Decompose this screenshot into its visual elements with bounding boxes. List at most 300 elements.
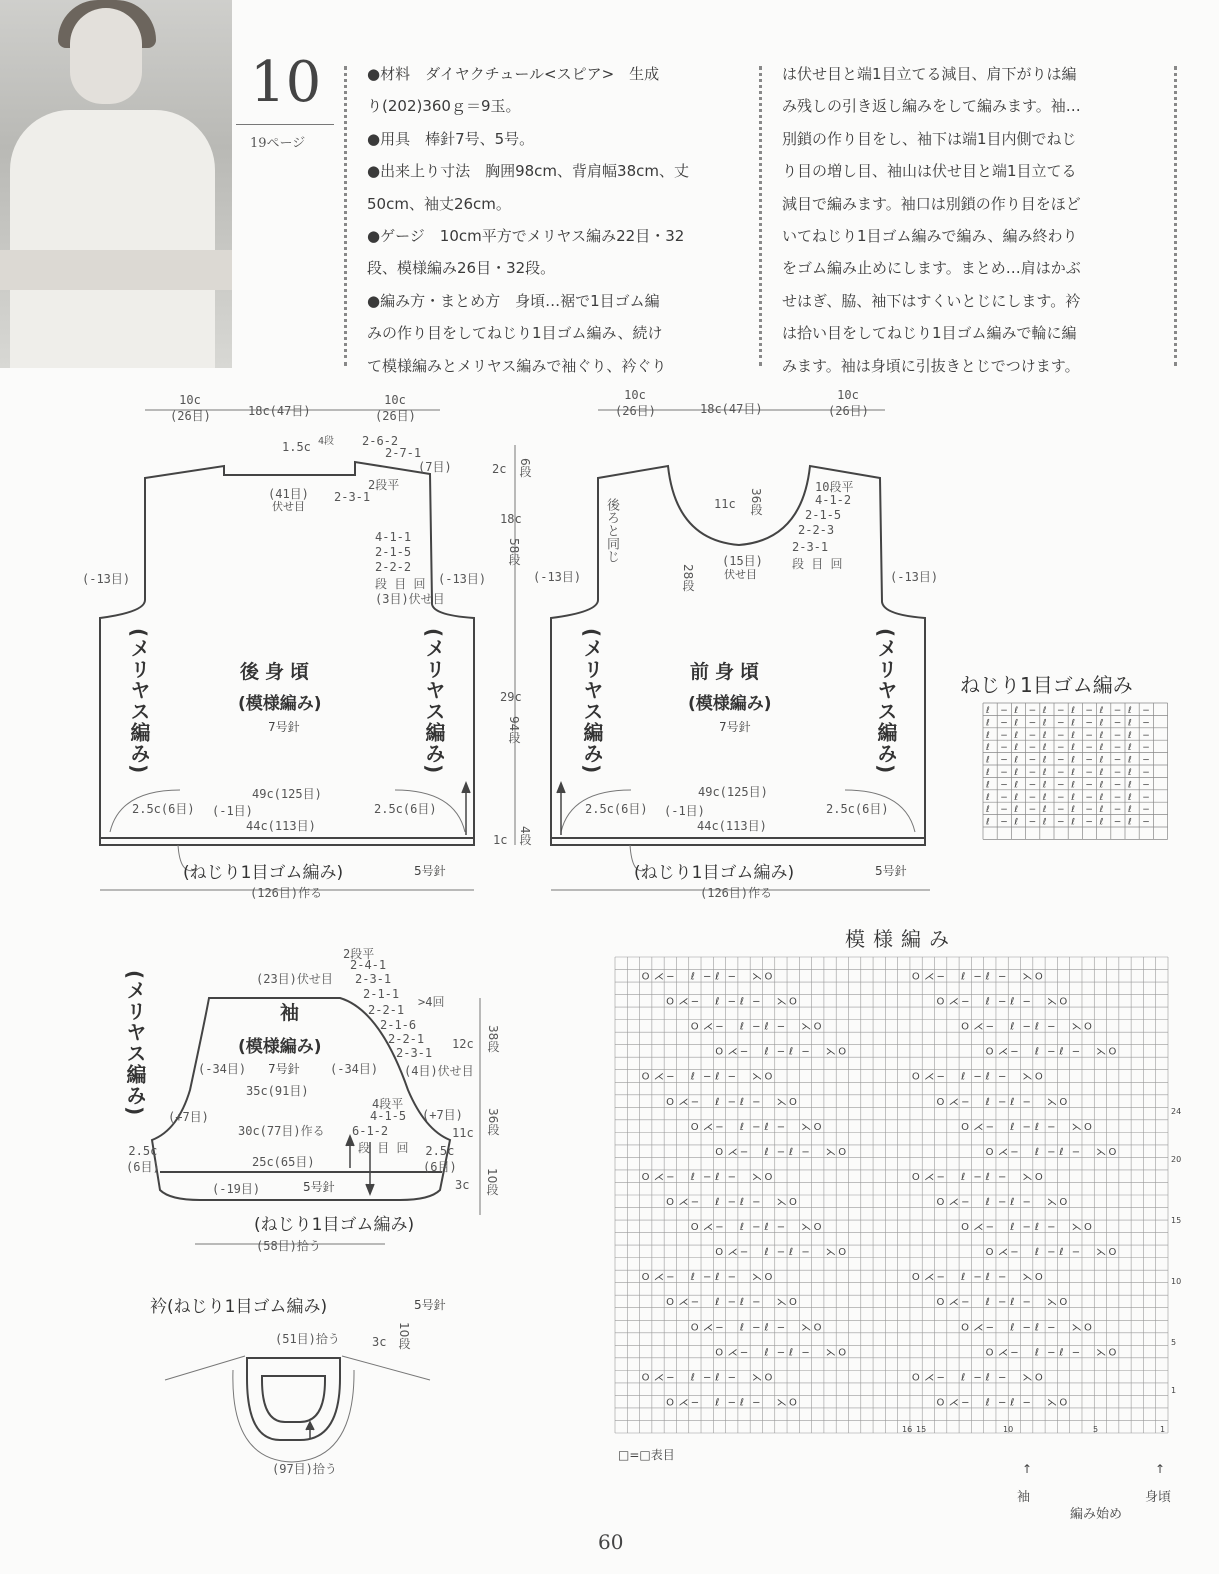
pattern-chart-symbol: O bbox=[985, 1046, 994, 1058]
pattern-chart-symbol: ℓ bbox=[715, 971, 720, 983]
back-bottom-44: 44c(113目) bbox=[246, 819, 316, 833]
sleeve-side-label: (メリヤス編み) bbox=[123, 970, 147, 1117]
pattern-chart-symbol: ℓ bbox=[690, 1372, 695, 1384]
pattern-chart-symbol: ⋋ bbox=[1071, 1021, 1082, 1033]
rib-chart-symbol: − bbox=[1142, 718, 1150, 729]
pattern-chart-symbol: ℓ bbox=[739, 1121, 745, 1133]
rib-chart-symbol: ℓ bbox=[1128, 718, 1132, 729]
rib-chart-symbol: ℓ bbox=[1042, 768, 1047, 778]
pattern-chart-symbol: O bbox=[1108, 1146, 1117, 1158]
pattern-chart-symbol: ℓ bbox=[789, 1146, 794, 1158]
rib-chart-symbol: ℓ bbox=[986, 805, 990, 816]
pattern-chart-symbol: ⋋ bbox=[1096, 1146, 1107, 1158]
rib-chart-symbol: ℓ bbox=[1042, 805, 1047, 816]
pattern-chart-symbol: − bbox=[666, 1372, 675, 1384]
pattern-chart-symbol: − bbox=[739, 1046, 749, 1058]
pattern-chart-symbol: − bbox=[666, 1171, 675, 1183]
pattern-chart-symbol: ℓ bbox=[739, 1096, 745, 1108]
pattern-chart-symbol: − bbox=[936, 1272, 945, 1284]
rib-chart-symbol: − bbox=[1057, 755, 1065, 766]
sleeve-arrow-up bbox=[346, 1136, 354, 1168]
pattern-chart-symbol: ⋋ bbox=[1096, 1347, 1107, 1359]
row-num-20: 20 bbox=[1171, 1155, 1182, 1164]
rib-chart-symbol: − bbox=[1028, 780, 1037, 791]
back-top-left-dim: 10c (26目) bbox=[170, 393, 211, 423]
pattern-chart-symbol: ⋋ bbox=[752, 1372, 763, 1384]
pattern-chart-symbol: ℓ bbox=[739, 996, 745, 1008]
pattern-chart-symbol: − bbox=[1047, 1146, 1056, 1158]
pattern-chart-symbol: − bbox=[1010, 1046, 1019, 1058]
rib-chart-symbol: ℓ bbox=[1099, 805, 1104, 816]
rib-chart-symbol: ℓ bbox=[1099, 706, 1104, 716]
rib-chart-symbol: ℓ bbox=[1071, 706, 1075, 716]
rib-chart-symbol: ℓ bbox=[1128, 755, 1132, 766]
front-bottom-49: 49c(125目) bbox=[698, 785, 768, 799]
rib-chart-symbol: − bbox=[1000, 792, 1008, 803]
instruction-line: せはぎ、脇、袖下はすくいとじにします。衿 bbox=[782, 291, 1081, 310]
rib-chart-symbol: ℓ bbox=[1128, 792, 1132, 803]
collar-inner bbox=[262, 1376, 325, 1422]
pattern-chart-symbol: O bbox=[1059, 1197, 1068, 1208]
rib-chart-symbol: − bbox=[1057, 718, 1065, 729]
instruction-line: 減目で編みます。袖口は別鎖の作り目をほど bbox=[782, 194, 1081, 213]
pattern-chart-symbol: − bbox=[985, 1121, 995, 1133]
pattern-chart-symbol: ⋋ bbox=[1047, 1397, 1058, 1409]
pattern-chart-symbol: O bbox=[715, 1046, 724, 1058]
pattern-chart-symbol: − bbox=[936, 971, 945, 983]
front-n1: 10段平 bbox=[815, 480, 854, 494]
rib-chart-symbol: − bbox=[1085, 768, 1093, 778]
pattern-chart-symbol: ℓ bbox=[1059, 1247, 1064, 1259]
pattern-chart-symbol: ℓ bbox=[764, 1121, 769, 1133]
rib-chart-symbol: ℓ bbox=[1014, 706, 1019, 716]
pattern-chart-symbol: ℓ bbox=[1010, 1297, 1015, 1309]
pattern-chart-symbol: ⋋ bbox=[776, 996, 787, 1008]
pattern-chart-symbol: ⋌ bbox=[997, 1347, 1008, 1359]
pattern-chart-symbol: ⋌ bbox=[973, 1222, 984, 1234]
rib-chart-symbol: − bbox=[1000, 768, 1008, 778]
pattern-chart-symbol: − bbox=[1047, 1322, 1056, 1334]
front-top-mid-dim: 18c(47目) bbox=[700, 402, 763, 416]
pattern-chart-symbol: ⋋ bbox=[1071, 1121, 1082, 1133]
pattern-chart-symbol: ⋌ bbox=[924, 1071, 935, 1083]
rib-chart-symbol: ℓ bbox=[1099, 718, 1104, 729]
pattern-chart-symbol: − bbox=[997, 1372, 1007, 1384]
back-bind-label: 伏せ目 bbox=[272, 500, 305, 513]
pattern-chart-symbol: ℓ bbox=[985, 1171, 990, 1183]
rib-chart-symbol: − bbox=[1142, 755, 1150, 766]
pattern-number: 10 bbox=[250, 50, 322, 115]
pattern-chart-symbol: O bbox=[789, 1197, 797, 1208]
rib-chart-symbol: − bbox=[1000, 730, 1008, 741]
back-neck-st: (7目) bbox=[418, 460, 452, 474]
front-same-as-back: 後ろと同じ bbox=[604, 498, 619, 563]
pattern-chart-symbol: O bbox=[1034, 1372, 1043, 1384]
pattern-chart-symbol: ℓ bbox=[1034, 1021, 1039, 1033]
rib-chart-symbol: − bbox=[1028, 792, 1037, 803]
pattern-chart-symbol: ⋋ bbox=[1071, 1322, 1082, 1334]
rib-chart-symbol: ℓ bbox=[1042, 817, 1047, 828]
pattern-chart-symbol: O bbox=[1034, 971, 1043, 983]
pattern-chart-symbol: ⋋ bbox=[825, 1146, 836, 1158]
front-top-right-dim: 10c (26目) bbox=[828, 388, 869, 418]
pattern-chart-symbol: ℓ bbox=[1034, 1247, 1039, 1259]
pattern-chart-symbol: − bbox=[1047, 1222, 1056, 1234]
pattern-chart-symbol: ⋌ bbox=[703, 1322, 714, 1334]
pattern-chart-symbol: ℓ bbox=[985, 1071, 990, 1083]
pattern-chart-symbol: O bbox=[1083, 1322, 1092, 1334]
pattern-chart-symbol: O bbox=[789, 1397, 797, 1409]
rib-chart-symbol: ℓ bbox=[1014, 805, 1019, 816]
pattern-chart-symbol: − bbox=[727, 1071, 736, 1083]
pattern-chart-symbol: ⋌ bbox=[973, 1322, 984, 1334]
pattern-chart-symbol: − bbox=[776, 1347, 786, 1359]
pattern-chart-symbol: − bbox=[690, 1197, 700, 1208]
pattern-chart-symbol: O bbox=[936, 1197, 945, 1208]
pattern-chart-symbol: − bbox=[739, 1146, 749, 1158]
back-neck-dec2: 2-7-1 bbox=[385, 446, 422, 460]
pattern-chart-symbol: ℓ bbox=[1010, 1121, 1015, 1133]
pattern-chart-symbol: ℓ bbox=[961, 1171, 966, 1183]
rib-chart-symbol: − bbox=[1142, 817, 1150, 828]
pattern-chart-symbol: ℓ bbox=[715, 1096, 720, 1108]
pattern-chart-symbol: ⋋ bbox=[1047, 1197, 1058, 1208]
rib-chart-symbol: ℓ bbox=[986, 718, 990, 729]
pattern-chart-symbol: − bbox=[1022, 1021, 1031, 1033]
pattern-chart-symbol: − bbox=[776, 1247, 786, 1259]
rib-chart-symbol: − bbox=[1028, 730, 1037, 741]
pattern-chart-symbol: − bbox=[997, 1297, 1007, 1309]
sleeve-width-35: 35c(91目) bbox=[246, 1084, 309, 1098]
pattern-chart-symbol: ℓ bbox=[1034, 1146, 1039, 1158]
pattern-chart-symbol: − bbox=[961, 1197, 970, 1208]
collar-rows: 10段 bbox=[397, 1322, 411, 1350]
pattern-chart-symbol: − bbox=[1071, 1247, 1081, 1259]
pattern-chart-symbol: − bbox=[801, 1046, 810, 1058]
arrow-up-body: ↑ bbox=[1155, 1462, 1166, 1476]
rib-chart-symbol: ℓ bbox=[1099, 730, 1104, 741]
pattern-chart-symbol: ℓ bbox=[1034, 1222, 1039, 1234]
back-side-left: (メリヤス編み) bbox=[127, 628, 151, 775]
pattern-chart-symbol: ⋌ bbox=[678, 1397, 689, 1409]
rib-chart-symbol: ℓ bbox=[1042, 706, 1047, 716]
collar-h: 3c bbox=[372, 1335, 387, 1349]
sleeve-inc1: 4段平 bbox=[372, 1097, 404, 1111]
front-n3: 2-1-5 bbox=[805, 508, 842, 522]
rib-chart-symbol: ℓ bbox=[1014, 768, 1019, 778]
pattern-chart-symbol: − bbox=[997, 1171, 1007, 1183]
rib-chart-symbol: ℓ bbox=[986, 817, 990, 828]
pattern-chart-symbol: ⋋ bbox=[801, 1121, 812, 1133]
pattern-chart-symbol: ⋋ bbox=[801, 1322, 812, 1334]
pattern-chart-symbol: ℓ bbox=[715, 1397, 720, 1409]
pattern-chart-symbol: ⋌ bbox=[924, 1272, 935, 1284]
pattern-chart-symbol: O bbox=[1108, 1347, 1117, 1359]
pattern-chart-symbol: ⋋ bbox=[1096, 1046, 1107, 1058]
rib-chart-symbol: − bbox=[1085, 792, 1093, 803]
pattern-chart-symbol: − bbox=[961, 1096, 970, 1108]
rib-chart-symbol: − bbox=[1000, 780, 1008, 791]
rib-chart-symbol: ℓ bbox=[1014, 817, 1019, 828]
back-arm3: 2-2-2 bbox=[375, 560, 412, 574]
rib-chart-symbol: − bbox=[1113, 817, 1122, 828]
pattern-chart-symbol: ⋋ bbox=[1022, 1071, 1033, 1083]
sleeve-needle: 7号針 bbox=[268, 1062, 300, 1076]
pattern-chart-symbol: O bbox=[1034, 1272, 1043, 1284]
rib-chart-symbol: − bbox=[1113, 805, 1122, 816]
rib-chart-symbol: ℓ bbox=[1071, 817, 1075, 828]
pattern-chart-symbol: − bbox=[973, 1071, 982, 1083]
rib-chart-symbol: − bbox=[1142, 730, 1150, 741]
sleeve-inc-head: 段 目 回 bbox=[358, 1141, 409, 1155]
sleeve-plus-left: (+7目) bbox=[168, 1110, 209, 1124]
pattern-chart-symbol: − bbox=[1047, 1347, 1056, 1359]
vert-dim-1: 2c bbox=[492, 462, 507, 476]
rib-chart-symbol: − bbox=[1057, 780, 1065, 791]
pattern-chart-symbol: − bbox=[752, 1397, 761, 1409]
sleeve-subtitle: (模様編み) bbox=[238, 1037, 322, 1057]
rib-chart-symbol: − bbox=[1142, 792, 1150, 803]
instruction-line: て模様編みとメリヤス編みで袖ぐり、衿ぐり bbox=[367, 356, 667, 375]
rib-chart-symbol: ℓ bbox=[1042, 730, 1047, 741]
pattern-chart-symbol: O bbox=[1083, 1121, 1092, 1133]
pattern-chart-symbol: − bbox=[1071, 1046, 1081, 1058]
collar-needle: 5号針 bbox=[414, 1298, 446, 1312]
rib-chart-symbol: ℓ bbox=[1042, 780, 1047, 791]
pattern-chart-symbol: − bbox=[985, 1322, 995, 1334]
back-neck-bind: (41目) bbox=[268, 487, 309, 501]
pattern-chart-symbol: − bbox=[703, 1071, 712, 1083]
col-num-15: 15 bbox=[916, 1425, 927, 1434]
pattern-chart-symbol: ℓ bbox=[985, 971, 990, 983]
vert-dim-2-rows: 58段 bbox=[507, 538, 521, 566]
pattern-chart-symbol: O bbox=[666, 1096, 675, 1108]
pattern-chart-symbol: ⋋ bbox=[776, 1397, 787, 1409]
rib-chart-symbol: − bbox=[1142, 780, 1150, 791]
rib-chart-symbol: − bbox=[1113, 718, 1122, 729]
instruction-line: ●ゲージ 10cm平方でメリヤス編み22目・32 bbox=[367, 227, 685, 246]
rib-chart-symbol: ℓ bbox=[1128, 706, 1132, 716]
pattern-chart-symbol: ℓ bbox=[1010, 1222, 1015, 1234]
pattern-chart-symbol: O bbox=[911, 971, 920, 983]
pattern-chart-symbol: − bbox=[1022, 1397, 1031, 1409]
front-rib-needle: 5号針 bbox=[875, 864, 907, 878]
back-bottom-25-left: 2.5c(6目) bbox=[132, 802, 195, 816]
sleeve-top-bind: (23目)伏せ目 bbox=[256, 972, 333, 986]
back-neck-rows: 4段 bbox=[318, 436, 335, 447]
pattern-chart-symbol: O bbox=[838, 1146, 847, 1158]
pattern-chart-symbol: − bbox=[776, 1046, 786, 1058]
pattern-chart-symbol: O bbox=[690, 1222, 699, 1234]
sleeve-minus-left: (-34目) bbox=[198, 1062, 247, 1076]
sleeve-c8: 2-3-1 bbox=[396, 1046, 433, 1060]
sleeve-pickup: (58目)拾う bbox=[256, 1239, 321, 1253]
pattern-chart-symbol: − bbox=[1047, 1121, 1056, 1133]
pattern-chart-symbol: − bbox=[1022, 1222, 1031, 1234]
rib-chart-symbol: ℓ bbox=[1071, 780, 1075, 791]
front-cast-on: (126目)作る bbox=[700, 886, 773, 900]
pattern-chart-symbol: ⋋ bbox=[752, 1071, 763, 1083]
row-num-10: 10 bbox=[1171, 1277, 1182, 1286]
rib-chart-symbol: − bbox=[1085, 706, 1093, 716]
back-minus-right: (-13目) bbox=[438, 572, 487, 586]
rib-chart-symbol: − bbox=[1000, 805, 1008, 816]
sleeve-cuff-rows: 10段 bbox=[485, 1168, 499, 1196]
back-title: 後身頃 bbox=[240, 661, 316, 683]
rib-chart-symbol: ℓ bbox=[1128, 730, 1132, 741]
pattern-chart-symbol: O bbox=[666, 996, 675, 1008]
pattern-chart-symbol: O bbox=[641, 1272, 650, 1284]
front-minus-right: (-13目) bbox=[890, 570, 939, 584]
vert-dim-3-rows: 94段 bbox=[507, 716, 521, 744]
front-bottom-44: 44c(113目) bbox=[697, 819, 767, 833]
pattern-chart-symbol: − bbox=[727, 1171, 736, 1183]
col-num-16: 16 bbox=[902, 1425, 913, 1434]
collar-pick1: (51目)拾う bbox=[275, 1332, 340, 1346]
pattern-chart-symbol: ℓ bbox=[715, 1297, 720, 1309]
pattern-chart-symbol: ℓ bbox=[1010, 1021, 1015, 1033]
col-num-1: 1 bbox=[1160, 1425, 1166, 1434]
pattern-chart-symbol: ⋌ bbox=[924, 1171, 935, 1183]
pattern-chart-symbol: O bbox=[764, 1272, 773, 1284]
rib-chart-symbol: − bbox=[1142, 706, 1150, 716]
pattern-chart-symbol: O bbox=[764, 1171, 773, 1183]
sleeve-body-rows: 36段 bbox=[486, 1108, 500, 1136]
pattern-chart-symbol: ℓ bbox=[985, 1297, 990, 1309]
pattern-chart-symbol: ℓ bbox=[715, 1197, 720, 1208]
front-arrow bbox=[557, 783, 565, 835]
pattern-chart-symbol: − bbox=[1071, 1146, 1081, 1158]
collar-title: 衿(ねじり1目ゴム編み) bbox=[150, 1297, 328, 1317]
rib-chart-symbol: ℓ bbox=[1128, 805, 1132, 816]
pattern-chart-symbol: − bbox=[1047, 1247, 1056, 1259]
pattern-chart-symbol: ⋌ bbox=[678, 1096, 689, 1108]
pattern-chart-symbol: O bbox=[690, 1121, 699, 1133]
rib-chart-symbol: − bbox=[1000, 706, 1008, 716]
front-title: 前身頃 bbox=[690, 661, 766, 683]
front-n5: 2-3-1 bbox=[792, 540, 829, 554]
instruction-line: り(202)360ｇ＝9玉。 bbox=[367, 97, 521, 116]
pattern-chart-symbol: O bbox=[961, 1222, 969, 1234]
rib-chart-symbol: − bbox=[1057, 768, 1065, 778]
instruction-line: みます。袖は身頃に引抜きとじでつけます。 bbox=[782, 356, 1080, 375]
rib-chart-symbol: ℓ bbox=[1014, 730, 1019, 741]
back-neck-dec: 2-6-2 bbox=[362, 434, 399, 448]
pattern-chart-symbol: O bbox=[1083, 1222, 1092, 1234]
rib-chart-symbol: ℓ bbox=[1071, 718, 1075, 729]
pattern-chart-symbol: − bbox=[776, 1021, 786, 1033]
pattern-chart-body-label: 身頃 bbox=[1145, 1490, 1172, 1505]
rib-chart-symbol: − bbox=[1028, 817, 1037, 828]
pattern-chart-symbol: O bbox=[764, 1071, 773, 1083]
rib-chart-symbol: − bbox=[1000, 817, 1008, 828]
rib-chart-symbol: − bbox=[1142, 768, 1150, 778]
pattern-chart-symbol: O bbox=[1034, 1171, 1043, 1183]
pattern-chart-symbol: ℓ bbox=[764, 1046, 769, 1058]
instruction-line: み残しの引き返し編みをして編みます。袖… bbox=[782, 97, 1081, 116]
back-top-mid-dim: 18c(47目) bbox=[248, 404, 311, 418]
front-bottom-25-left: 2.5c(6目) bbox=[585, 802, 648, 816]
front-n2: 4-1-2 bbox=[815, 493, 852, 507]
pattern-chart-symbol: ℓ bbox=[690, 971, 695, 983]
pattern-chart-symbol: ℓ bbox=[961, 1071, 966, 1083]
pattern-chart-symbol: ℓ bbox=[985, 1096, 990, 1108]
pattern-chart-symbol: ⋋ bbox=[776, 1197, 787, 1208]
pattern-chart-symbol: O bbox=[936, 996, 945, 1008]
pattern-chart-symbol: ℓ bbox=[764, 1222, 769, 1234]
pattern-chart-symbol: − bbox=[1071, 1347, 1081, 1359]
back-bottom-49: 49c(125目) bbox=[252, 787, 322, 801]
pattern-chart-symbol: ℓ bbox=[715, 996, 720, 1008]
pattern-chart-symbol: ℓ bbox=[690, 1071, 695, 1083]
rib-chart-symbol: ℓ bbox=[1128, 780, 1132, 791]
rib-chart-symbol: ℓ bbox=[1128, 768, 1132, 778]
pattern-chart-symbol: − bbox=[776, 1322, 786, 1334]
pattern-chart-symbol: ⋋ bbox=[1022, 1171, 1033, 1183]
pattern-chart-symbol: − bbox=[752, 1021, 761, 1033]
pattern-chart-symbol: − bbox=[997, 1272, 1007, 1284]
pattern-chart-symbol: O bbox=[911, 1171, 920, 1183]
pattern-chart-symbol: − bbox=[752, 1297, 761, 1309]
rib-chart-symbol: ℓ bbox=[986, 730, 990, 741]
pattern-chart-symbol: − bbox=[727, 971, 736, 983]
arrow-up-sleeve: ↑ bbox=[1022, 1462, 1033, 1476]
pattern-chart-symbol: − bbox=[973, 971, 982, 983]
pattern-chart-symbol: − bbox=[727, 1096, 736, 1108]
pattern-chart-symbol: O bbox=[911, 1071, 920, 1083]
rib-chart-symbol: − bbox=[1113, 768, 1122, 778]
pattern-chart-symbol: O bbox=[789, 1096, 797, 1108]
pattern-chart-symbol: ⋋ bbox=[1022, 1272, 1033, 1284]
pattern-chart-symbol: − bbox=[997, 1197, 1007, 1208]
pattern-chart-symbol: ℓ bbox=[985, 996, 990, 1008]
pattern-chart-symbol: ⋋ bbox=[752, 1272, 763, 1284]
pattern-chart-symbol: ℓ bbox=[739, 1397, 745, 1409]
pattern-chart-symbol: ⋌ bbox=[653, 1071, 664, 1083]
instruction-line: は拾い目をしてねじり1目ゴム編みで輪に編 bbox=[782, 324, 1077, 343]
pattern-chart-symbol: ℓ bbox=[985, 1397, 990, 1409]
instruction-line: 50cm、袖丈26cm。 bbox=[367, 194, 511, 213]
col-num-10: 10 bbox=[1003, 1425, 1014, 1434]
pattern-chart-symbol: ℓ bbox=[1010, 996, 1015, 1008]
rib-chart-symbol: − bbox=[1113, 743, 1122, 754]
pattern-chart-symbol: − bbox=[1022, 996, 1031, 1008]
rib-chart-symbol: − bbox=[1028, 718, 1037, 729]
rib-chart-symbol: ℓ bbox=[1099, 817, 1104, 828]
pattern-chart-symbol: ⋌ bbox=[703, 1021, 714, 1033]
pattern-chart-symbol: − bbox=[703, 1272, 712, 1284]
instruction-line: ●用具 棒針7号、5号。 bbox=[367, 129, 535, 148]
pattern-chart-symbol: O bbox=[641, 1171, 650, 1183]
pattern-chart-symbol: − bbox=[1047, 1046, 1056, 1058]
back-arm2: 2-1-5 bbox=[375, 545, 412, 559]
pattern-chart-symbol: ⋌ bbox=[653, 1171, 664, 1183]
back-dec2: 2-3-1 bbox=[334, 490, 371, 504]
pattern-chart-symbol: ℓ bbox=[1059, 1146, 1064, 1158]
rib-chart-symbol: − bbox=[1113, 706, 1122, 716]
back-arm-head: 段 目 回 bbox=[375, 577, 426, 591]
pattern-chart-symbol: O bbox=[1083, 1021, 1092, 1033]
row-num-15: 15 bbox=[1171, 1216, 1182, 1225]
vert-dim-2: 18c bbox=[500, 512, 522, 526]
pattern-chart-symbol: − bbox=[1047, 1021, 1056, 1033]
row-num-24: 24 bbox=[1171, 1107, 1182, 1116]
pattern-chart-symbol: − bbox=[752, 1222, 761, 1234]
rib-chart-symbol: ℓ bbox=[1099, 792, 1104, 803]
back-side-right: (メリヤス編み) bbox=[422, 628, 446, 775]
pattern-chart-symbol: ℓ bbox=[1059, 1347, 1064, 1359]
pattern-chart-symbol: − bbox=[1022, 1121, 1031, 1133]
